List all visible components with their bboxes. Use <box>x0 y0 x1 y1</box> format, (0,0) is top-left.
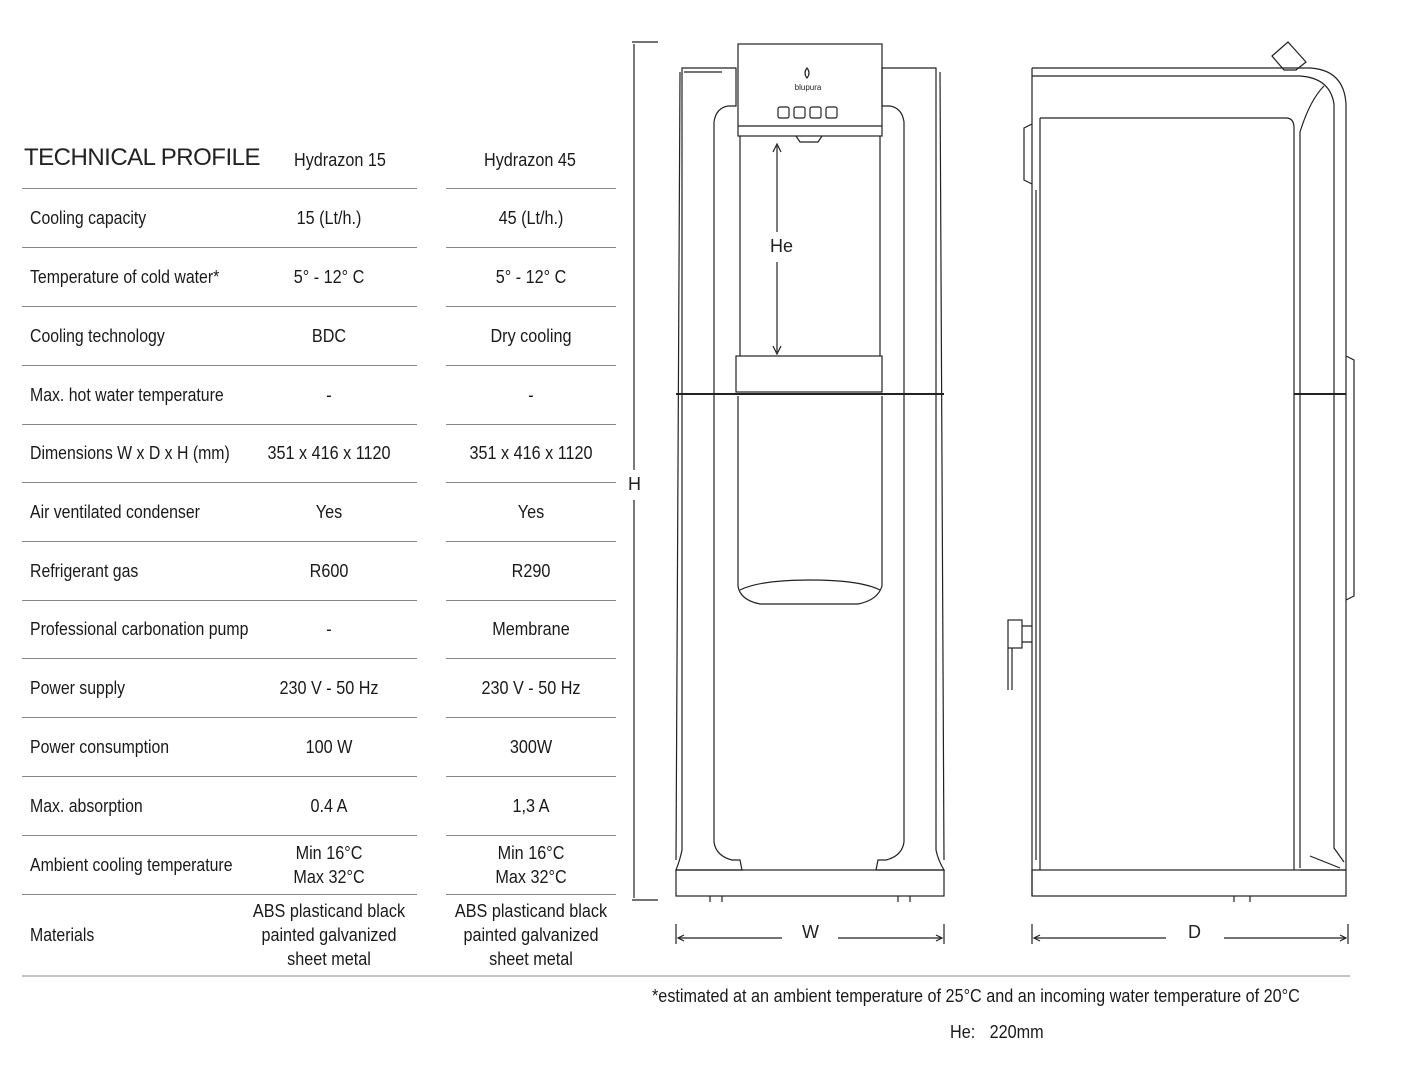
table-row <box>22 835 622 894</box>
row-label: Power consumption <box>30 736 170 757</box>
hydrazon-15-value: BDC <box>311 325 347 346</box>
hydrazon-15-value: ABS plasticand black painted galvanized sheet metal <box>252 901 406 969</box>
column-header-hydrazon-15: Hydrazon 15 <box>294 150 386 170</box>
hydrazon-45-value: 1,3 A <box>512 795 550 816</box>
column-header-hydrazon-45: Hydrazon 45 <box>484 150 576 170</box>
hydrazon-45-value: Dry cooling <box>490 325 572 346</box>
row-label: Professional carbonation pump <box>30 619 249 639</box>
row-label: Cooling technology <box>30 325 165 346</box>
row-label: Ambient cooling temperature <box>30 854 233 875</box>
hydrazon-15-value: - <box>326 619 332 639</box>
he-value <box>950 1022 1044 1043</box>
hydrazon-15-value: 15 (Lt/h.) <box>296 207 362 228</box>
table-row <box>22 424 622 482</box>
spec-title: TECHNICAL PROFILE <box>24 144 260 171</box>
row-label: Refrigerant gas <box>30 560 139 581</box>
table-row <box>22 482 622 541</box>
hydrazon-15-value: 100 W <box>305 736 353 757</box>
width-label: W <box>802 922 819 942</box>
hydrazon-45-value: Membrane <box>492 619 570 639</box>
dispense-height-label: He <box>770 236 794 256</box>
table-row <box>22 894 622 976</box>
table-row <box>22 247 622 306</box>
table-row <box>22 658 622 717</box>
hydrazon-45-value: 300W <box>509 736 553 757</box>
row-label: Max. hot water temperature <box>30 384 224 405</box>
hydrazon-45-value: R290 <box>511 560 551 581</box>
height-label: H <box>628 474 641 494</box>
front-view-drawing <box>676 44 944 944</box>
depth-label: D <box>1188 922 1201 942</box>
row-label: Power supply <box>30 677 126 698</box>
table-row <box>22 776 622 835</box>
row-label: Max. absorption <box>30 795 143 816</box>
row-label: Cooling capacity <box>30 207 147 228</box>
row-label: Air ventilated condenser <box>30 501 200 522</box>
row-label: Dimensions W x D x H (mm) <box>30 443 230 463</box>
hydrazon-45-value: 5° - 12° C <box>495 266 567 287</box>
brand-logo-text: blupura <box>794 83 822 92</box>
hydrazon-15-value: 0.4 A <box>310 795 348 816</box>
he-value-number: 220mm <box>989 1022 1044 1042</box>
hydrazon-15-value: - <box>326 384 332 405</box>
hydrazon-15-value: R600 <box>309 560 349 581</box>
hydrazon-15-value: 351 x 416 x 1120 <box>267 443 391 463</box>
row-label: Temperature of cold water* <box>30 266 220 287</box>
table-row <box>22 188 622 247</box>
row-label: Materials <box>30 925 95 945</box>
hydrazon-45-value: ABS plasticand black painted galvanized sheet metal <box>454 901 608 969</box>
table-row <box>22 306 622 365</box>
hydrazon-15-value: 230 V - 50 Hz <box>279 677 379 698</box>
hydrazon-45-value: Min 16°C Max 32°C <box>495 842 567 887</box>
hydrazon-15-value: 5° - 12° C <box>293 266 365 287</box>
hydrazon-15-value: Yes <box>315 501 343 522</box>
table-row <box>22 717 622 776</box>
table-row <box>22 600 622 658</box>
table-row <box>22 541 622 600</box>
side-view-drawing <box>1008 42 1354 944</box>
hydrazon-45-value: 45 (Lt/h.) <box>498 207 564 228</box>
hydrazon-45-value: - <box>528 384 534 405</box>
hydrazon-45-value: 351 x 416 x 1120 <box>469 443 593 463</box>
hydrazon-45-value: 230 V - 50 Hz <box>481 677 581 698</box>
hydrazon-45-value: Yes <box>517 501 545 522</box>
hydrazon-15-value: Min 16°C Max 32°C <box>293 842 365 887</box>
footnote: *estimated at an ambient temperature of 25°C and an incoming water temperature of 20°C <box>652 986 1300 1006</box>
table-row <box>22 365 622 424</box>
he-value-label: He: <box>950 1022 976 1042</box>
